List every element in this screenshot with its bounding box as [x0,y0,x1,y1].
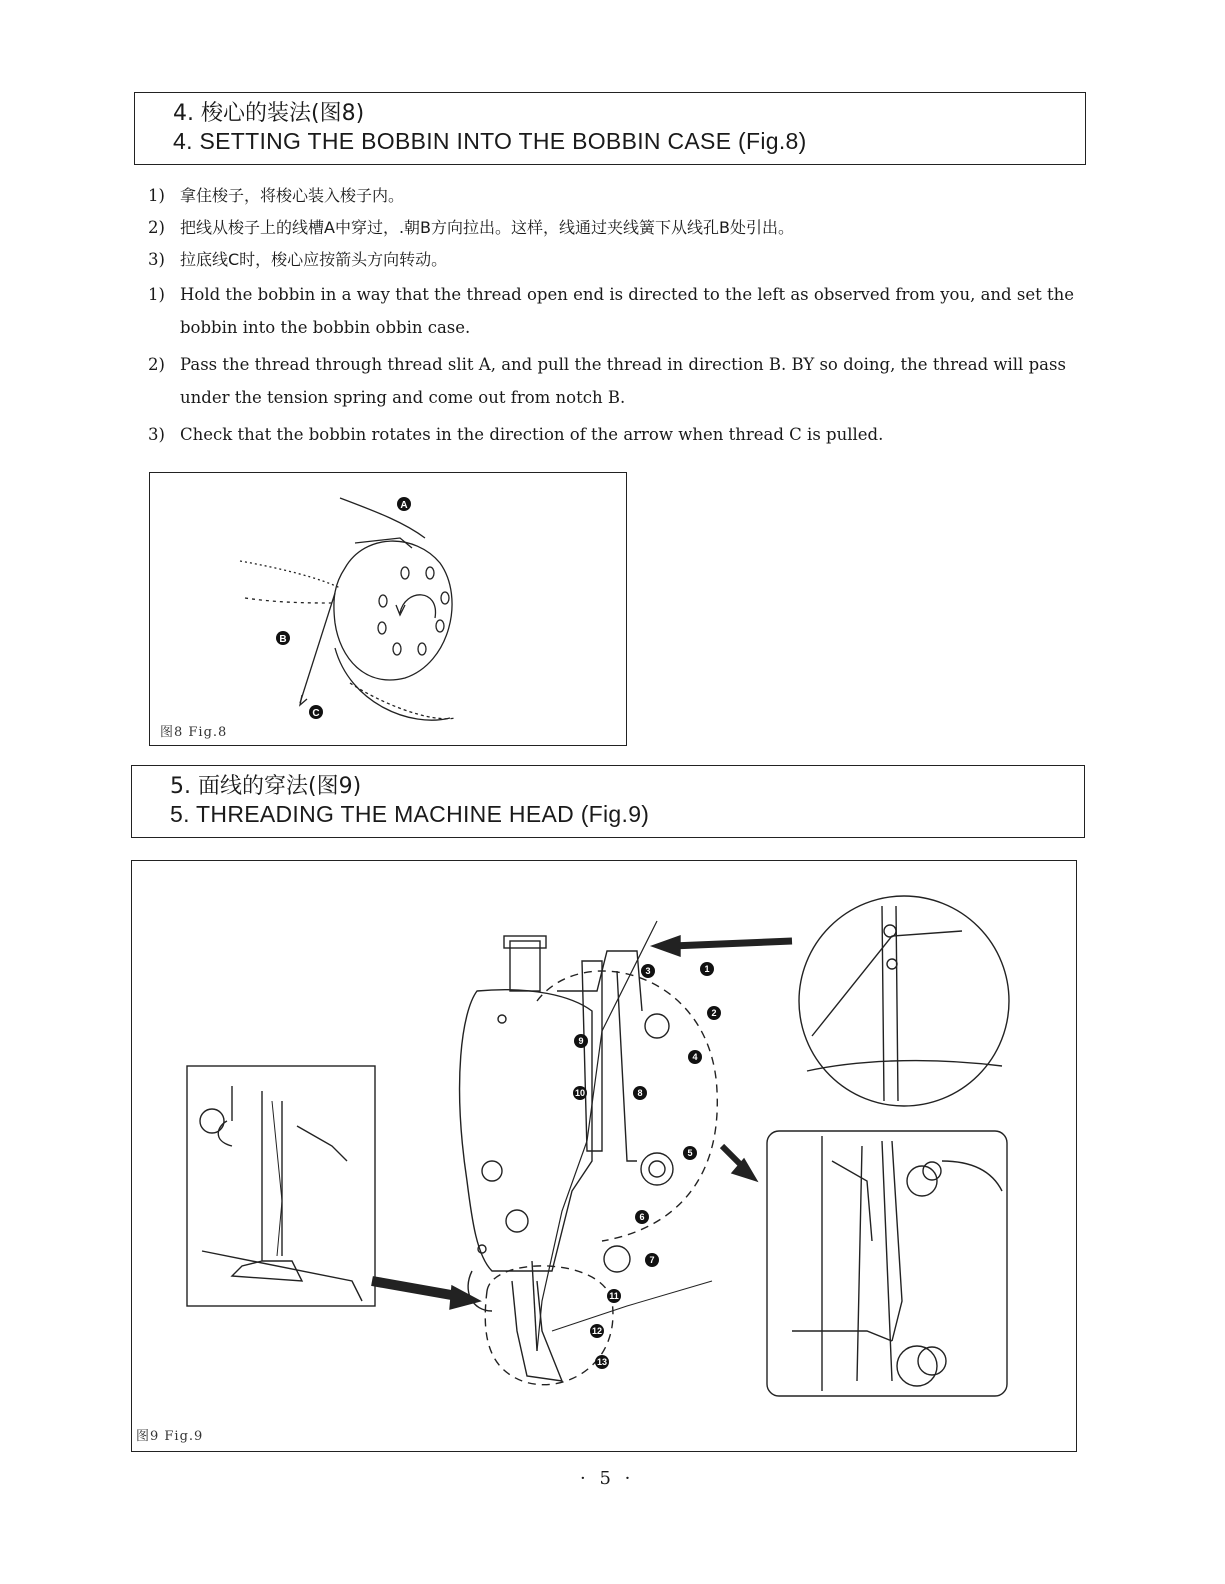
svg-text:4: 4 [692,1052,698,1062]
step-text: 把线从梭子上的线槽A中穿过，.朝B方向拉出。这样，线通过夹线簧下从线孔B处引出。 [180,218,794,237]
label-c: C [312,708,320,719]
marker-1 [700,962,714,976]
step-zh-1 [148,182,1088,210]
svg-text:12: 12 [591,1326,603,1336]
label-a-marker [397,497,411,511]
step-text: Check that the bobbin rotates in the direction of the arrow when thread C is pulled. [180,425,884,444]
section-5-title-zh: 5. 面线的穿法(图9) [170,774,362,799]
marker-5 [683,1146,697,1160]
svg-text:3: 3 [645,966,651,976]
step-en-2 [148,348,1088,414]
instruction-list [148,182,1088,455]
svg-text:11: 11 [609,1291,619,1301]
figure-9-caption: 图9 Fig.9 [136,1429,204,1444]
marker-8 [633,1086,647,1100]
marker-10 [573,1086,587,1100]
label-a: A [400,500,408,511]
marker-7 [645,1253,659,1267]
marker-6 [635,1210,649,1224]
step-number: 2) [148,355,165,374]
svg-text:8: 8 [637,1088,643,1098]
svg-text:10: 10 [574,1088,586,1098]
marker-13 [595,1355,609,1369]
label-c-marker [309,705,323,719]
marker-4 [688,1050,702,1064]
step-en-1 [148,278,1088,344]
section-5-header [131,765,1085,838]
step-number: 3) [148,425,165,444]
step-number: 1) [148,285,165,304]
page-number: · 5 · [580,1468,635,1489]
label-b: B [279,634,287,645]
step-text: Hold the bobbin in a way that the thread open end is directed to the left as observed from you, and set the bobbin into the bobbin obbin case. [180,285,1074,337]
svg-text:9: 9 [578,1036,584,1046]
bobbin-illustration [150,473,626,745]
svg-text:1: 1 [704,964,710,974]
marker-2 [707,1006,721,1020]
svg-text:7: 7 [649,1255,655,1265]
svg-text:5: 5 [687,1148,693,1158]
svg-text:6: 6 [639,1212,645,1222]
marker-9 [574,1034,588,1048]
figure-9-threading-diagram [131,860,1077,1452]
marker-11 [607,1289,621,1303]
step-text: 拉底线C时，梭心应按箭头方向转动。 [180,250,448,269]
figure-8-bobbin-diagram [149,472,627,746]
svg-text:2: 2 [711,1008,717,1018]
step-text: 拿住梭子，将梭心装入梭子内。 [180,186,405,205]
step-text: Pass the thread through thread slit A, and pull the thread in direction B. BY so doing, the thread will pass under the tension spring and come out from notch B. [180,355,1066,407]
step-en-3 [148,418,1088,451]
section-5-title-en: 5. THREADING THE MACHINE HEAD (Fig.9) [170,801,650,827]
svg-text:13: 13 [596,1357,608,1367]
section-4-header [134,92,1086,165]
step-number: 2) [148,218,165,237]
marker-3 [641,964,655,978]
step-zh-2 [148,214,1088,242]
step-zh-3 [148,246,1088,274]
step-number: 1) [148,186,165,205]
step-number: 3) [148,250,165,269]
marker-12 [590,1324,604,1338]
label-b-marker [276,631,290,645]
section-4-title-en: 4. SETTING THE BOBBIN INTO THE BOBBIN CASE (Fig.8) [173,128,807,154]
machine-head-illustration [132,861,1076,1451]
section-4-title-zh: 4. 梭心的装法(图8) [173,101,365,126]
figure-8-caption: 图8 Fig.8 [160,725,228,740]
